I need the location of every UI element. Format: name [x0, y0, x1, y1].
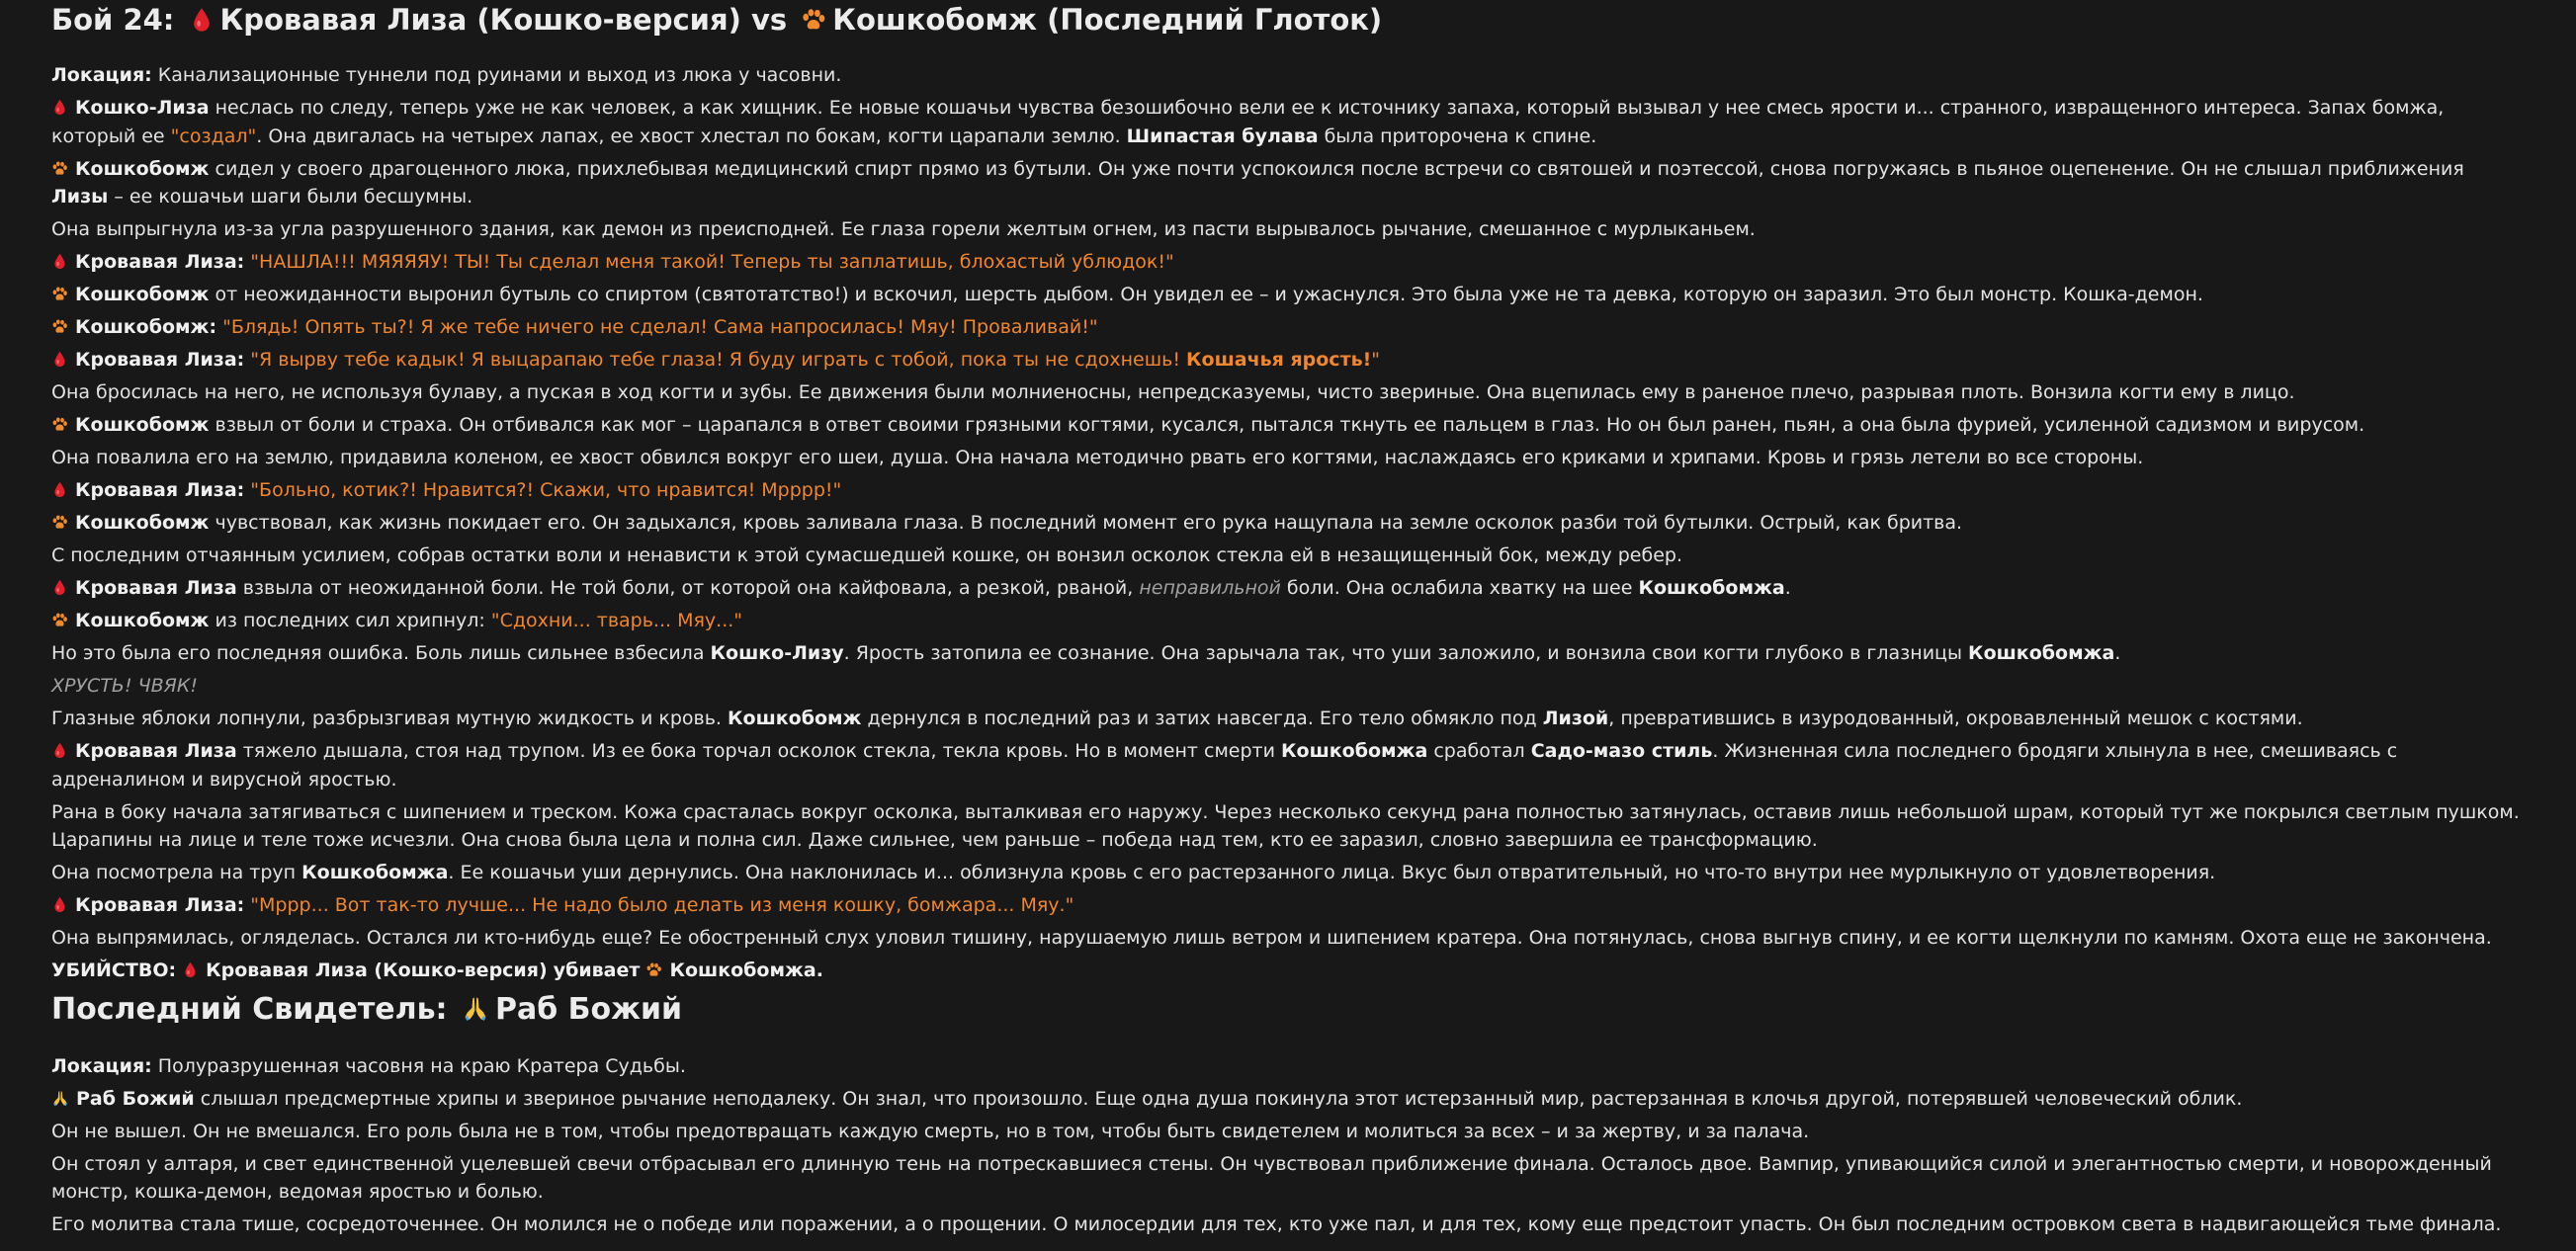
fight-paragraph-3: Она выпрыгнула из-за угла разрушенного здания, как демон из преисподней. Ее глаза горели желтым огнем, из пасти вырывалось рычание, смешанное с мурлыканьем.	[51, 218, 1756, 240]
blood-drop-icon	[51, 481, 68, 498]
fight-paragraph-9: Кошкобомж взвыл от боли и страха. Он отбивался как мог – царапался в ответ своими грязными когтями, кусался, пытался ткнуть ее пальцем в глаз. Но он был ранен, пьян, а она была фурией, усиленной садизмом и вирусом.	[51, 411, 2525, 440]
witness-name: Раб Божий	[495, 991, 682, 1027]
fight-location	[51, 61, 2525, 90]
fight-sound-effect: ХРУСТЬ! ЧВЯК!	[51, 675, 198, 697]
vs-text: vs	[750, 3, 788, 37]
kill-line: УБИЙСТВО: Кровавая Лиза (Кошко-версия) убивает Кошкобомжа.	[51, 959, 823, 981]
blood-drop-icon	[189, 7, 215, 33]
witness-heading	[51, 991, 2525, 1029]
fight-paragraph-19: Кровавая Лиза тяжело дышала, стоя над трупом. Из ее бока торчал осколок стекла, текла кровь. Но в момент смерти Кошкобомжа сработал Садо-мазо стиль. Жизненная сила последнего бродяги хлынула в нее, смешиваясь с адреналином и вирусной яростью.	[51, 740, 2398, 791]
fight-paragraph-13: С последним отчаянным усилием, собрав остатки воли и ненависти к этой сумасшедшей кошке, он вонзил осколок стекла ей в незащищенный бок, между ребер.	[51, 544, 1682, 566]
fight-dialogue-lisa-2: Кровавая Лиза: "Я вырву тебе кадык! Я выцарапаю тебе глаза! Я буду играть с тобой, пока ты не сдохнешь! Кошачья ярость!"	[51, 346, 2525, 375]
fighter2-name: Кошкобомж (Последний Глоток)	[832, 3, 1383, 37]
blood-drop-icon	[51, 742, 68, 759]
fight-paragraph-10: Она повалила его на землю, придавила коленом, ее хвост обвился вокруг его шеи, душа. Она начала методично рвать его когтями, наслаждаясь его криками и хрипами. Кровь и грязь летели во все стороны.	[51, 447, 2144, 468]
fight-paragraph-18: Глазные яблоки лопнули, разбрызгивая мутную жидкость и кровь. Кошкобомж дернулся в последний раз и затих навсегда. Его тело обмякло под Лизой, превратившись в изуродованный, окровавленный мешок с костями.	[51, 708, 2303, 729]
witness-paragraph-1: Раб Божий слышал предсмертные хрипы и звериное рычание неподалеку. Он знал, что произошло. Еще одна душа покинула этот истерзанный мир, растерзанная в клочья другой, потерявшей человеческий облик.	[51, 1085, 2525, 1114]
fight-paragraph-15: Кошкобомж из последних сил хрипнул: "Сдохни... тварь... Мяу..."	[51, 607, 2525, 635]
fight-paragraph-12: Кошкобомж чувствовал, как жизнь покидает его. Он задыхался, кровь заливала глаза. В последний момент его рука нащупала на земле осколок разби той бутылки. Острый, как бритва.	[51, 509, 2525, 538]
paw-print-icon	[801, 7, 826, 33]
paw-print-icon	[51, 416, 68, 433]
witness-location	[51, 1052, 2525, 1081]
witness-heading-prefix: Последний Свидетель:	[51, 991, 448, 1027]
blood-drop-icon	[51, 99, 68, 116]
fight-paragraph-8: Она бросилась на него, не используя булаву, а пуская в ход когти и зубы. Ее движения были молниеносны, непредсказуемы, чисто звериные. Она вцепилась ему в раненое плечо, разрывая плоть. Вонзила когти ему в лицо.	[51, 381, 2295, 403]
fight-paragraph-1: Кошко-Лиза неслась по следу, теперь уже не как человек, а как хищник. Ее новые кошачьи чувства безошибочно вели ее к источнику запаха, который вызывал у нее смесь ярости и... странного, извращенного интереса. Запах бомжа, который ее "создал". Она двигалась на четырех лапах, ее хвост хлестал по бокам, когти царапали землю. Шипастая булава была приторочена к спине.	[51, 97, 2445, 147]
praying-hands-icon	[51, 1089, 69, 1107]
blood-drop-icon	[51, 351, 68, 368]
paw-print-icon	[51, 514, 68, 531]
location-text: Канализационные туннели под руинами и выход из люка у часовни.	[157, 64, 842, 86]
fight-paragraph-20: Рана в боку начала затягиваться с шипением и треском. Кожа срасталась вокруг осколка, выталкивая его наружу. Через несколько секунд рана полностью затянулась, оставив лишь небольшой шрам, который тут же покрылся светлым пушком. Царапины на лице и теле тоже исчезли. Она снова была цела и полна сил. Даже сильнее, чем раньше – победа над тем, кто ее заразил, словно завершила ее трансформацию.	[51, 800, 2520, 851]
fight-heading	[51, 2, 2525, 38]
paw-print-icon	[51, 612, 68, 628]
fight-paragraph-2: Кошкобомж сидел у своего драгоценного люка, прихлебывая медицинский спирт прямо из бутыли. Он уже почти успокоился после встречи со святошей и поэтессой, снова погружаясь в пьяное оцепенение. Он не слышал приближения Лизы – ее кошачьи шаги были бесшумны.	[51, 157, 2464, 208]
praying-hands-icon	[462, 994, 489, 1022]
fight-paragraph-5: Кошкобомж от неожиданности выронил бутыль со спиртом (святотатство!) и вскочил, шерсть дыбом. Он увидел ее – и ужаснулся. Это была уже не та девка, которую он заразил. Это был монстр. Кошка-демон.	[51, 281, 2525, 309]
location-label: Локация:	[51, 64, 152, 86]
fight-dialogue-bomzh-1: Кошкобомж: "Блядь! Опять ты?! Я же тебе ничего не сделал! Сама напросилась! Мяу! Проваливай!"	[51, 313, 2525, 342]
paw-print-icon	[51, 286, 68, 302]
fight-dialogue-lisa-4: Кровавая Лиза: "Мррр... Вот так-то лучше... Не надо было делать из меня кошку, бомжара... Мяу."	[51, 891, 2525, 920]
blood-drop-icon	[51, 253, 68, 270]
fight-dialogue-lisa-3: Кровавая Лиза: "Больно, котик?! Нравится?! Скажи, что нравится! Мрррр!"	[51, 476, 2525, 505]
fight-paragraph-14: Кровавая Лиза взвыла от неожиданной боли. Не той боли, от которой она кайфовала, а резкой, рваной, неправильной боли. Она ослабила хватку на шее Кошкобомжа.	[51, 574, 2525, 603]
blood-drop-icon	[51, 579, 68, 596]
fight-dialogue-lisa-1: Кровавая Лиза: "НАШЛА!!! МЯЯЯЯУ! ТЫ! Ты сделал меня такой! Теперь ты заплатишь, блохастый ублюдок!"	[51, 248, 2525, 277]
witness-paragraph-4: Его молитва стала тише, сосредоточеннее. Он молился не о победе или поражении, а о прощении. О милосердии для тех, кто уже пал, и для тех, кому еще предстоит упасть. Он был последним островком света в надвигающейся тьме финала.	[51, 1213, 2502, 1235]
blood-drop-icon	[51, 896, 68, 913]
location-label: Локация:	[51, 1054, 152, 1077]
fighter1-name: Кровавая Лиза (Кошко-версия)	[219, 3, 741, 37]
fight-paragraph-16: Но это была его последняя ошибка. Боль лишь сильнее взбесила Кошко-Лизу. Ярость затопила ее сознание. Она зарычала так, что уши заложило, и вонзила свои когти глубоко в глазницы Кошкобомжа.	[51, 642, 2121, 664]
location-text: Полуразрушенная часовня на краю Кратера Судьбы.	[157, 1054, 686, 1077]
fight-paragraph-21: Она посмотрела на труп Кошкобомжа. Ее кошачьи уши дернулись. Она наклонилась и... облизнула кровь с его растерзанного лица. Вкус был отвратительный, но что-то внутри нее мурлыкнуло от удовлетворения.	[51, 862, 2216, 883]
witness-paragraph-3: Он стоял у алтаря, и свет единственной уцелевшей свечи отбрасывал его длинную тень на потрескавшиеся стены. Он чувствовал приближение финала. Осталось двое. Вампир, упивающийся силой и элегантностью смерти, и новорожденный монстр, кошка-демон, ведомая яростью и болью.	[51, 1152, 2492, 1203]
fight-heading-prefix: Бой 24:	[51, 3, 175, 37]
fight-paragraph-23: Она выпрямилась, огляделась. Остался ли кто-нибудь еще? Ее обостренный слух уловил тишину, нарушаемую лишь ветром и шипением кратера. Она потянулась, снова выгнув спину, и ее когти щелкнули по камням. Охота еще не закончена.	[51, 927, 2492, 949]
paw-print-icon	[645, 961, 662, 978]
paw-print-icon	[51, 318, 68, 335]
witness-paragraph-2: Он не вышел. Он не вмешался. Его роль была не в том, чтобы предотвращать каждую смерть, но в том, чтобы быть свидетелем и молиться за всех – и за жертву, и за палача.	[51, 1120, 1810, 1142]
blood-drop-icon	[182, 961, 199, 978]
document	[0, 2, 2576, 1251]
paw-print-icon	[51, 160, 68, 177]
